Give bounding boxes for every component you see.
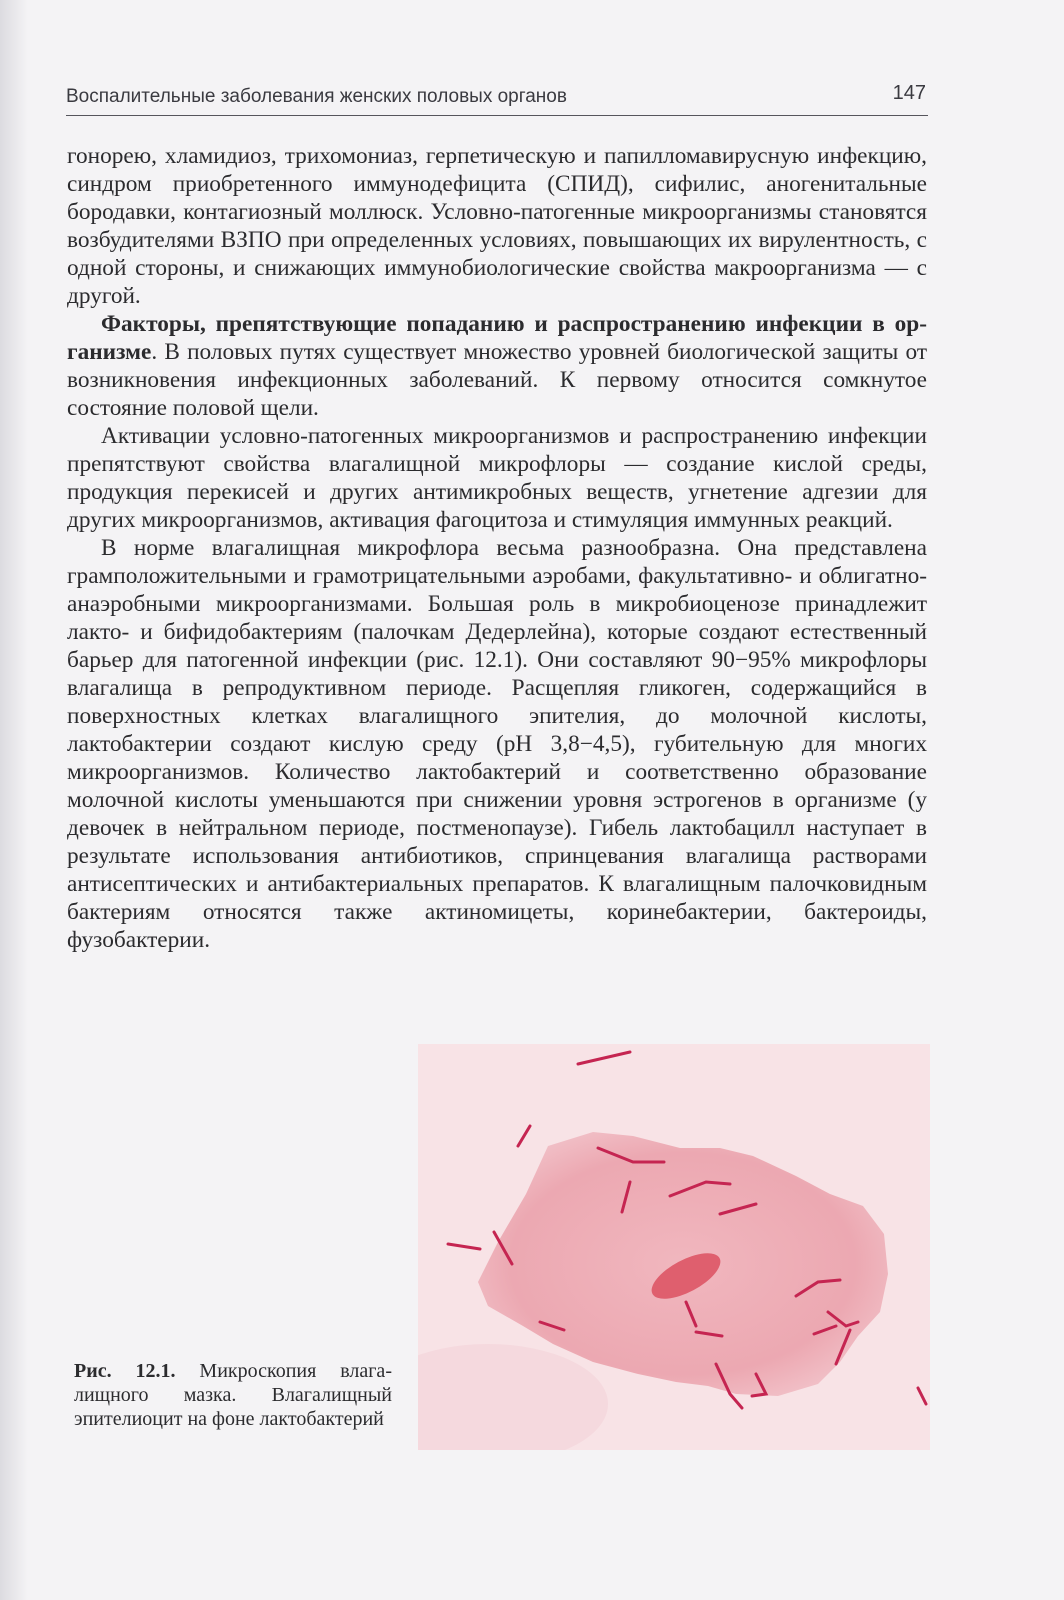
page-gutter-shadow bbox=[0, 0, 28, 1600]
header-title: Воспалительные заболевания женских половых органов bbox=[66, 86, 567, 107]
paragraph-2 bbox=[67, 310, 927, 422]
paragraph-3: Активации условно-патогенных микроорганизмов и распространению инфекции препятствуют свойства влагалищной микрофлоры — создание кислой среды, продукция перекисей и других антимикробных веществ, угнетение адгезии для других микроорганизмов, активация фагоцитоза и стимуляция иммунных реакций. bbox=[67, 423, 927, 533]
header-rule bbox=[66, 115, 928, 116]
paragraph-2-text: . В половых путях существует множество уровней биологической защиты от возникновения инфекционных заболеваний. К первому относится сомкнутое состояние половой щели. bbox=[67, 339, 927, 421]
figure-label: Рис. 12.1. bbox=[74, 1360, 176, 1382]
figure-caption bbox=[74, 1359, 392, 1431]
paragraph-2-heading: Факторы, препятствующие попаданию и распространению инфекции в организме bbox=[67, 311, 927, 365]
paragraph-4: В норме влагалищная микрофлора весьма разнообразна. Она представлена грамположительными и грамотрицательными аэробами, факультативно- и облигатно-анаэробными микроорганизмами. Большая роль в микробиоценозе принадлежит лакто- и бифидобактериям (палочкам Дедерлейна), которые создают естественный барьер для патогенной инфекции (рис. 12.1). Они составляют 90−95% микрофлоры влагалища в репродуктивном периоде. Расщепляя гликоген, содержащийся в поверхностных клетках влагалищного эпителия, до молочной кислоты, лактобактерии создают кислую среду (pH 3,8−4,5), губительную для многих микроорганизмов. Количество лактобактерий и соответственно образование молочной кислоты уменьшаются при снижении уровня эстрогенов в организме (у девочек в нейтральном периоде, постменопаузе). Гибель лактобацилл наступает в результате использования антибиотиков, спринцевания влагалища растворами антисептических и антибактериальных препаратов. К влагалищным палочковидным бактериям относятся также актиномицеты, коринебактерии, бактероиды, фузобактерии. bbox=[67, 535, 927, 953]
page-number: 147 bbox=[892, 82, 926, 104]
main-text bbox=[67, 142, 927, 954]
figure-caption-text: Микроскопия влагалищного мазка. Влагалищный эпителиоцит на фоне лактобактерий bbox=[74, 1360, 392, 1430]
figure-micrograph bbox=[418, 1044, 930, 1450]
running-header bbox=[66, 82, 926, 108]
micrograph-image bbox=[418, 1044, 930, 1450]
paragraph-1: гонорею, хламидиоз, трихомониаз, герпетическую и папилломавирусную инфекцию, синдром приобретенного иммунодефицита (СПИД), сифилис, аногенитальные бородавки, контагиозный моллюск. Условно-патогенные микроорганизмы становятся возбудителями ВЗПО при определенных условиях, повышающих их вирулентность, с одной стороны, и снижающих иммунобиологические свойства макроорганизма — с другой. bbox=[67, 143, 927, 309]
